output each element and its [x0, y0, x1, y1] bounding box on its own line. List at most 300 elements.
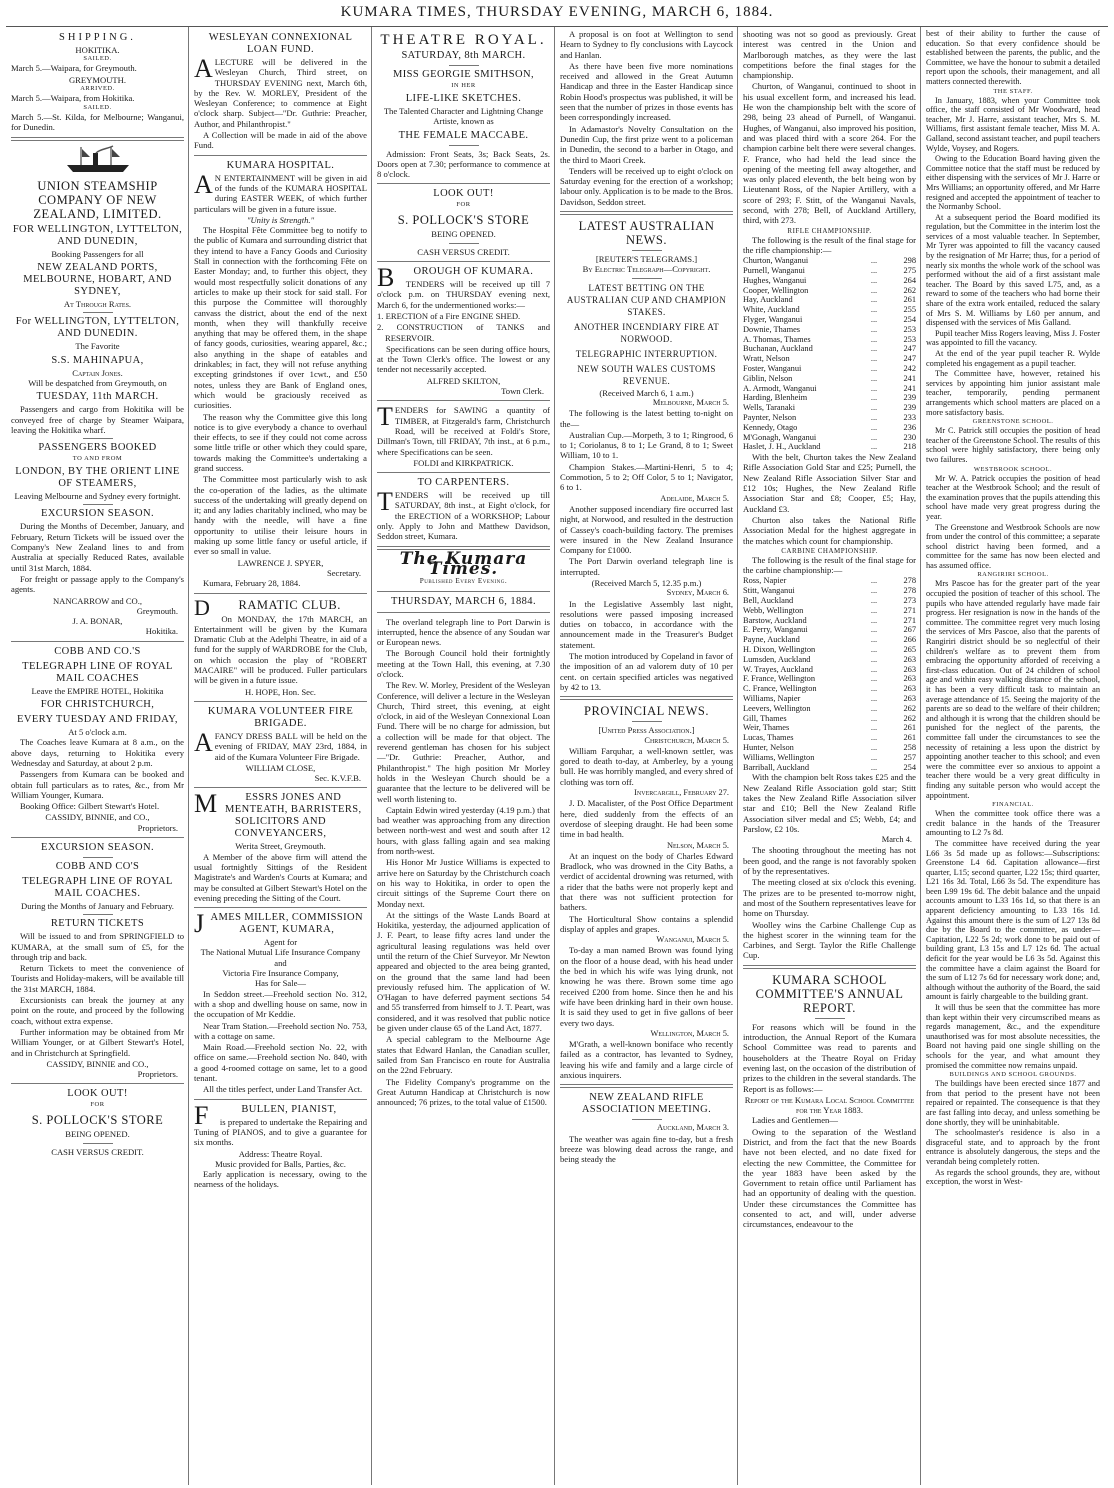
- score: 262: [903, 713, 916, 723]
- competitor-name: H. Dixon, Wellington: [743, 645, 816, 655]
- carbine-result-row: [743, 586, 916, 596]
- school-report-ladies: Ladies and Gentlemen—: [752, 1115, 838, 1126]
- greymouth-heading: GREYMOUTH.: [68, 74, 127, 85]
- carbine-result-row: [743, 753, 916, 763]
- score: 254: [903, 762, 916, 772]
- leader-dots: ...: [870, 403, 878, 413]
- hokitika-heading: HOKITIKA.: [75, 45, 120, 55]
- wellington-dateline: Wellington, March 5.: [650, 1028, 729, 1038]
- hospital-p3: The Committee most particularly wish to ask the co-operation of the ladies, as the ultimate success of the undertaking will greatly depend on it; and any ladies charitably inclined, who may be handy with the needle, will have a fine opportunity to utilise their leisure hours in making up some little fancy or useful article, if ever so small in value.: [194, 474, 367, 557]
- masthead: KUMARA TIMES, THURSDAY EVENING, MARCH 6, 1884.: [340, 4, 774, 20]
- greymouth-sailed: March 5.—St. Kilda, for Melbourne; Wanganui, for Dunedin.: [11, 112, 184, 133]
- rifle-result-row: [743, 266, 916, 276]
- hospital-date: Kumara, February 28, 1884.: [203, 578, 301, 589]
- rifle-result-row: [743, 393, 916, 403]
- leader-dots: ...: [870, 615, 878, 625]
- score: 218: [903, 442, 916, 452]
- shipping-heading: SHIPPING.: [59, 32, 136, 43]
- theatre-royal-title: THEATRE ROYAL.: [380, 32, 547, 48]
- auckland-text: The weather was again fine to-day, but a fresh breeze was blowing dead across the range, and being steady the: [560, 1133, 733, 1165]
- adelaide-text: Another supposed incendiary fire occurred last night, at Norwood, and resulted in the destruction of Cassey's coach-building factory. The premises were insured in the New Zealand Insurance Company for £1000.: [560, 503, 733, 556]
- lookout-cash: CASH VERSUS CREDIT.: [51, 1146, 144, 1157]
- tenders-sawing-signature: FOLDI and KIRKPATRICK.: [413, 457, 514, 468]
- competitor-name: Flyger, Wanganui: [743, 315, 803, 325]
- leader-dots: ...: [870, 625, 878, 635]
- leader-dots: ...: [870, 442, 878, 452]
- leader-dots: ...: [870, 432, 878, 442]
- headline-1: LATEST BETTING ON THE AUSTRALIAN CUP AND CHAMPION STAKES.: [566, 282, 727, 317]
- carbine-result-row: [743, 655, 916, 665]
- competitor-name: Wells, Taranaki: [743, 403, 796, 413]
- cobb-text-2: Passengers from Kumara can be booked and obtain full particulars as to rates, &c., from Mr William Younger, Kumara.: [11, 769, 184, 800]
- carbine-result-row: [743, 763, 916, 773]
- score: 233: [903, 412, 916, 422]
- rifle-meeting-title: NEW ZEALAND RIFLE ASSOCIATION MEETING.: [581, 1092, 712, 1116]
- leader-dots: ...: [870, 412, 878, 422]
- westbrook-title: WESTBROOK SCHOOL.: [973, 465, 1053, 473]
- financial-p1: When the committee took office there was a credit balance in the hands of the Treasurer amounting to L2 7s 8d.: [926, 809, 1100, 838]
- invercargill-dateline: Invercargill, February 27.: [634, 788, 729, 798]
- westbrook-p2: The Greenstone and Westbrook Schools are now from under the control of this committee; a separate school district having been formed, and a committee for the same has now been elected and has assumed office.: [926, 522, 1100, 570]
- jm-item-3: Main Road.—Freehold section No. 22, with office on same.—Freehold section No. 840, with a good 4-roomed cottage on same, let to a good tenant.: [194, 1042, 367, 1084]
- carbine-result-row: [743, 616, 916, 626]
- rifle-result-row: [743, 364, 916, 374]
- carpenters-text: TENDERS will be received up till SATURDAY, 8th inst., at Eight o'clock, for the ERECTION of a WORKSHOP; Labour only. Apply to John and Matthew Davidson, Seddon street, Kumara.: [377, 487, 550, 542]
- rifle-result-row: [743, 295, 916, 305]
- staff-p3: At a subsequent period the Board modified its regulation, but the Committee in the interim lost the services of a most valuable teacher. In September, Mr Tyrer was appointed to fill the vacancy caused by the resignation of Mr Harre; thus, for a period of nearly six months the whole work of the school was performed without the aid of a first assistant male teacher. The Board by this saved L75, and, as a reward to some of the teachers who had borne their share of the extra work entailed, reduced the salary of Mrs S. M. Williams by L60 per annum, and dispensed with the services of Mis Galland.: [926, 212, 1100, 328]
- received-1: (Received March 6, 1 a.m.): [599, 387, 694, 398]
- theatre-desc: The Talented Character and Lightning Change Artiste, known as: [383, 106, 544, 127]
- competitor-name: Williams, Napier: [743, 694, 801, 703]
- excursion-2-title: EXCURSION SEASON.: [41, 841, 154, 853]
- editorial-p3: The Rev. W. Morley, President of the Wesleyan Conference, will deliver a lecture in the Wesleyan Church, Third street, this evening, at eight o'clock, in aid of the Wesleyan Connexional Loan Fund. There will be no charge for admission, but a collection will be made for that object. The reverend gentleman has chosen for his subject—"Dr. Guthrie: Preacher, Author, and Philanthropist." The high position Mr Morley holds in the Wesleyan Church should be a guarantee that the lecture to be delivered will be well worth listening to.: [377, 680, 550, 804]
- competitor-name: Hay, Auckland: [743, 295, 793, 305]
- competitor-name: Bell, Auckland: [743, 596, 794, 606]
- competitor-name: Cooper, Wellington: [743, 285, 809, 295]
- competitor-name: E. Perry, Wanganui: [743, 625, 808, 635]
- leader-dots: ...: [870, 586, 878, 596]
- christchurch-dateline: Christchurch, March 5.: [644, 735, 729, 745]
- lookout-store: S. POLLOCK'S STORE: [31, 1113, 164, 1128]
- score: 263: [903, 694, 916, 703]
- melbourne-cup: Australian Cup.—Morpeth, 3 to 1; Ringrood, 6 to 1; Coriolanus, 8 to 1; Le Grand, 8 to 1; Sweet William, 10 to 1.: [560, 429, 733, 461]
- usc-ship: S.S. MAHINAPUA,: [51, 354, 144, 366]
- borough-town-clerk: Town Clerk.: [501, 386, 544, 397]
- cobb2-line: TELEGRAPH LINE OF ROYAL MAIL COACHES.: [22, 875, 173, 899]
- staff-p6: The Committee have, however, retained his services by appointing him junior assistant male teacher, temporarily, pending permanent arrangements which school matters are placed on a more satisfactory basis.: [926, 369, 1100, 417]
- leader-dots: ...: [870, 383, 878, 393]
- competitor-name: Buchanan, Auckland: [743, 344, 813, 354]
- march-4-text-2: The meeting closed at six o'clock this evening. The prizes are to be presented to-morrow night, and most of the Southern representatives leave for home on Thursday.: [743, 877, 916, 919]
- school-report-p2: Owing to the separation of the Westland District, and from the fact that the new Boards have not been elected, and no date fixed for electing the new Committee, the Committee for the year 1883 have been asked by the Government to retain office until Parliament has had an opportunity of dealing with the question. Under these circumstances the Committee has consented to act, and will, under adverse circumstances, endeavour to the: [743, 1126, 916, 1230]
- cobb-line: TELEGRAPH LINE OF ROYAL MAIL COACHES: [22, 660, 173, 684]
- agent-1-place: Greymouth.: [136, 605, 178, 616]
- leader-dots: ...: [870, 723, 878, 733]
- score: 263: [903, 664, 916, 674]
- score: 247: [903, 354, 916, 364]
- usc-date: TUESDAY, 11th MARCH.: [36, 391, 159, 403]
- carbine-result-row: [743, 625, 916, 635]
- rifle-result-row: [743, 423, 916, 433]
- sailed-label: SAILED.: [83, 104, 112, 112]
- fire-brigade-signature: WILLIAM CLOSE,: [245, 762, 316, 773]
- usc-despatch: Will be despatched from Greymouth, on: [28, 377, 167, 388]
- score: 261: [903, 733, 916, 743]
- paper-published: Published Every Evening.: [419, 577, 508, 586]
- rifle-result-row: [743, 276, 916, 286]
- score: 266: [903, 635, 916, 645]
- lookout-for: FOR: [90, 1101, 105, 1109]
- competitor-name: W. Trayes, Auckland: [743, 664, 813, 674]
- staff-p2: Owing to the Education Board having given the Committee notice that the staff must be reduced by either dispensing with the services of Mr J. Harre or Mrs Williams; an opportunity offered, and Mr Harre resigned and accepted the appointment of teacher to the Normanby School.: [926, 154, 1100, 212]
- theatre-date: SATURDAY, 8th MARCH.: [401, 50, 526, 61]
- bullen-address: Address: Theatre Royal.: [238, 1148, 323, 1159]
- rifle-result-row: [743, 384, 916, 394]
- leader-dots: ...: [870, 664, 878, 674]
- lookout-title-2: LOOK OUT!: [433, 188, 494, 200]
- leader-dots: ...: [870, 354, 878, 364]
- leader-dots: ...: [870, 713, 878, 723]
- leader-dots: ...: [870, 364, 878, 373]
- sydney-text: In the Legislative Assembly last night, resolutions were passed imposing increased duties on tobacco, in accordance with the announcement made in the Treasurer's Budget statement.: [560, 598, 733, 650]
- adelaide-dateline: Adelaide, March 5.: [660, 493, 729, 503]
- score: 247: [903, 344, 916, 354]
- rt-text-1: Will be issued to and from SPRINGFIELD to KUMARA, at the small sum of £5, for the through trip and back.: [11, 931, 184, 962]
- score: 271: [903, 605, 916, 615]
- buildings-p1: The buildings have been erected since 1877 and from that period to the present have not been repaired or repainted. The consequence is that they are fast falling into decay, and unless something be done shortly, they will be uninhabitable.: [926, 1079, 1100, 1127]
- editorial-p4: Captain Edwin wired yesterday (4.19 p.m.) that bad weather was approaching from any direction between north-west and west and south after 12 hours, with glass falling again and sea making from north-west.: [377, 804, 550, 857]
- fire-brigade-title: KUMARA VOLUNTEER FIRE BRIGADE.: [207, 705, 354, 729]
- competitor-name: C. France, Wellington: [743, 684, 817, 694]
- cobb-office: Booking Office: Gilbert Stewart's Hotel.: [20, 801, 160, 812]
- rangiriri-title: RANGIRIRI SCHOOL.: [977, 571, 1049, 579]
- competitor-name: Ross, Napier: [743, 576, 787, 586]
- column-3: [372, 27, 555, 1485]
- usc-ports: NEW ZEALAND PORTS, MELBOURNE, HOBART, AND SYDNEY,: [23, 262, 172, 298]
- rt-text-2: Return Tickets to meet the convenience of Tourists and Holiday-makers, will be available till the 31st MARCH, 1884.: [11, 963, 184, 994]
- leader-dots: ...: [870, 256, 878, 266]
- score: 265: [903, 645, 916, 655]
- usc-favorite: The Favorite: [75, 341, 120, 352]
- headline-2: ANOTHER INCENDIARY FIRE AT NORWOOD.: [573, 321, 720, 344]
- invercargill-text: J. D. Macalister, of the Post Office Department here, died suddenly from the effects of an overdose of sleeping draught. He had been some time in bad health.: [560, 798, 733, 840]
- report-p1: best of their ability to further the cause of education. So that every confidence should be established between the parents, the public, and the Committee, we have the honour to submit a detailed report upon the schools, their management, and all matters connected therewith.: [926, 29, 1100, 86]
- competitor-name: Hughes, Wanganui: [743, 275, 807, 285]
- leader-dots: ...: [870, 285, 878, 295]
- competitor-name: Foster, Wanganui: [743, 364, 802, 373]
- score: 278: [903, 576, 916, 586]
- score: 264: [903, 275, 916, 285]
- usc-captain: Captain Jones.: [72, 367, 123, 378]
- rifle-result-row: [743, 433, 916, 443]
- leader-dots: ...: [870, 334, 878, 344]
- competitor-name: Downie, Thames: [743, 324, 801, 334]
- cobb-time: At 5 o'clock a.m.: [68, 727, 127, 738]
- score: 298: [903, 256, 916, 266]
- leader-dots: ...: [870, 324, 878, 334]
- rifle-intro: The following is the result of the final stage for the rifle championship:—: [743, 234, 916, 255]
- wesleyan-text: ALECTURE will be delivered in the Wesleyan Church, Third street, on THURSDAY EVENING next, March 6th, by the Rev. W. MORLEY, President of the Wesleyan Conference; to commence at Eight o'clock sharp. Subject—"Dr. Guthrie: Preacher, Author, and Philanthropist.": [194, 54, 367, 129]
- bullen-title: F BULLEN, PIANIST,: [194, 1100, 337, 1130]
- rifle-result-row: [743, 286, 916, 296]
- competitor-name: A. Armodt, Wanganui: [743, 383, 817, 393]
- competitor-name: Churton, Wanganui: [743, 256, 809, 266]
- cobb2-during: During the Months of January and February.: [21, 900, 174, 911]
- score: 261: [903, 295, 916, 305]
- usc-rates: At Through Rates.: [63, 299, 132, 310]
- return-tickets-title: RETURN TICKETS: [50, 918, 145, 930]
- rifle-result-row: [743, 403, 916, 413]
- wellington-text: M'Grath, a well-known boniface who recently failed as a contractor, has levanted to Sydney, leaving his wife and family and a large circle of anxious inquirers.: [560, 1039, 733, 1081]
- borough-item-2: 2. CONSTRUCTION of TANKS and RESERVOIR.: [377, 322, 550, 343]
- leader-dots: ...: [870, 373, 878, 383]
- melbourne-champion: Champion Stakes.—Martini-Henri, 5 to 4; Commotion, 5 to 2; Off Color, 5 to 1; Navigator, 6 to 1.: [560, 461, 733, 493]
- score: 263: [903, 654, 916, 664]
- carbine-result-row: [743, 704, 916, 714]
- leader-dots: ...: [870, 684, 878, 694]
- score: 253: [903, 324, 916, 334]
- leader-dots: ...: [870, 762, 878, 772]
- leader-dots: ...: [870, 742, 878, 752]
- borough-item-1: 1. ERECTION of a Fire ENGINE SHED.: [377, 310, 521, 321]
- score: 261: [903, 723, 916, 733]
- news-p2: As there have been five more nominations received and allowed in the Great Autumn Handicap and three in the Easter Handicap since Robin Hood's prospectus was published, it will be seen that the number of prizes in those events has been correspondingly increased.: [560, 60, 733, 123]
- lookout-store-2: S. POLLOCK'S STORE: [397, 213, 530, 228]
- auckland-dateline: Auckland, March 3.: [656, 1123, 729, 1133]
- rifle-p1: shooting was not so good as previously. Great interest was centred in the Union and Marlborough matches, as they were the last competitions before the final stages for the championship.: [743, 29, 916, 81]
- leader-dots: ...: [870, 703, 878, 713]
- jm-sale: Has for Sale—: [254, 978, 307, 989]
- carbine-championship-title: CARBINE CHAMPIONSHIP.: [781, 546, 878, 555]
- bullen-last: Early application is necessary, owing to the nearness of the holidays.: [194, 1169, 367, 1190]
- lookout-open: BEING OPENED.: [65, 1129, 130, 1140]
- carbine-result-row: [743, 645, 916, 655]
- rifle-result-row: [743, 256, 916, 266]
- score: 230: [903, 432, 916, 442]
- editorial-p8: The Fidelity Company's programme on the Great Autumn Handicap at Christchurch is now announced; 76 prizes, to the total value of £1500.: [377, 1076, 550, 1108]
- united-press: [United Press Association.]: [598, 725, 695, 736]
- tenders-sawing: TENDERS for SAWING a quantity of TIMBER, at Fitzgerald's farm, Christchurch Road, will be received at Foldi's Store, Dillman's Town, till FRIDAY, 7th inst., at 6 p.m., where Specifications can be seen.: [377, 402, 550, 457]
- competitor-name: Barriball, Auckland: [743, 762, 810, 772]
- lookout-title: LOOK OUT!: [67, 1088, 128, 1100]
- rifle-result-row: [743, 325, 916, 335]
- jm-and: and: [274, 957, 287, 968]
- leader-dots: ...: [870, 305, 878, 315]
- reuters-label: [REUTER'S TELEGRAMS.]: [595, 254, 698, 265]
- bullen-music: Music provided for Balls, Parties, &c.: [215, 1158, 346, 1169]
- leader-dots: ...: [870, 654, 878, 664]
- fire-brigade-sec: Sec. K.V.F.B.: [314, 773, 361, 784]
- paper-date: THURSDAY, MARCH 6, 1884.: [391, 595, 536, 607]
- dramatic-club-text: On MONDAY, the 17th MARCH, an Entertainment will be given by the Kumara Dramatic Club at the Adelphi Theatre, in aid of a fund for the supply of WARDROBE for the Club, on which occasion the play of "ROBERT MACAIRE" will be produced. Fuller particulars will be given in a future issue.: [194, 613, 367, 686]
- rifle-result-row: [743, 442, 916, 452]
- by-telegraph: By Electric Telegraph—Copyright.: [582, 264, 711, 275]
- received-2: (Received March 5, 12.35 p.m.): [591, 577, 702, 588]
- pb-london: LONDON, BY THE ORIENT LINE OF STEAMERS,: [15, 466, 180, 490]
- borough-title: B OROUGH OF KUMARA.: [377, 263, 534, 293]
- competitor-name: Stitt, Wanganui: [743, 586, 795, 596]
- score: 241: [903, 383, 916, 393]
- provincial-news-title: PROVINCIAL NEWS.: [584, 704, 709, 719]
- score: 258: [903, 742, 916, 752]
- pb-to: TO AND FROM: [72, 455, 123, 463]
- competitor-name: Purnell, Wanganui: [743, 266, 805, 276]
- rangiriri-text: Mrs Pascoe has for the greater part of the year occupied the position of teacher of this school. The pupils who have attended regularly have made fair progress. Her resignation is now in the hands of the committee. The committee regret very much losing the services of Mrs Pascoe, also that the parents of Rangiriri district should be so neglectful of their children's welfare as to prevent them from embracing the opportunity afforded of receiving a first-class education. Out of 24 children of school age and within easy walking distance of the school, it has been a very difficult task to maintain an average attendance of 15. Seeing the majority of the parents are so dead to the welfare of their children; and although it is wrong that the children should be punished for the neglect of the parents, the committee fall under the circumstances to see the necessity of retaining a less upon the district by appointing another teacher to this school; and even were the committee ever so anxious to appoint a teacher there would be a very great difficulty in finding any suitable person who would accept the appointment.: [926, 579, 1100, 800]
- usc-route-1: FOR WELLINGTON, LYTTELTON, AND DUNEDIN,: [12, 223, 183, 247]
- financial-p3: It will thus be seen that the committee has more than kept within their very circumscribed means as regards management, &c., and the expenditure unauthorised was for most absolute necessities, the Board not having paid one single shilling on the schools for the year, and what amount they promised the committee now remains unpaid.: [926, 1003, 1100, 1070]
- james-miller-title: JAMES MILLER, COMMISSION AGENT, KUMARA,: [194, 909, 363, 939]
- carbine-result-row: [743, 694, 916, 704]
- competitor-name: White, Auckland: [743, 305, 800, 315]
- staff-p1: In January, 1883, when your Committee took office, the staff consisted of Mr Woodward, head teacher, Mr J. Harre, assistant teacher, Mrs S. M. Williams, first assistant female teacher, Miss M. A. Galland, second assistant teacher, and pupil teachers Wylde, Voysey, and Rogers.: [926, 95, 1100, 153]
- news-p3: In Adamastor's Novelty Consultation on the Dunedin Cup, the first prize went to a policeman in Dunedin, the second to a barber in Otago, and the third to Maori Creek.: [560, 123, 733, 165]
- cobb-text-1: The Coaches leave Kumara at 8 a.m., on the above days, returning to Hokitika every Wednesday and Saturday, at about 2 p.m.: [11, 737, 184, 768]
- cobb-proprietors: Proprietors.: [137, 822, 178, 833]
- rifle-result-row: [743, 344, 916, 354]
- rifle-result-row: [743, 413, 916, 423]
- staff-p4: Pupil teacher Miss Rogers leaving, Miss J. Foster was appointed to fill the vacancy.: [926, 328, 1100, 348]
- buildings-p2: The schoolmaster's residence is also in a disgraceful state, and to approach by the front entrance is absolutely dangerous, the steps and the verandah being completely rotten.: [926, 1128, 1100, 1166]
- headline-4: NEW SOUTH WALES CUSTOMS REVENUE.: [577, 363, 716, 386]
- bullen-text: is prepared to undertake the Repairing and Tuning of PIANOS, and to give a guarantee for six months.: [194, 1116, 367, 1148]
- score: 273: [903, 596, 916, 606]
- column-4: [555, 27, 738, 1485]
- competitor-name: Giblin, Nelson: [743, 373, 793, 383]
- leader-dots: ...: [870, 295, 878, 305]
- cobb-title: COBB AND CO.'S: [54, 645, 141, 657]
- score: 271: [903, 615, 916, 625]
- borough-text: TENDERS will be received up till 7 o'clock p.m. on THURSDAY evening next, March 6, for the undermentioned works:—: [377, 279, 550, 310]
- carpenters-title: TO CARPENTERS.: [417, 477, 510, 489]
- excursion-title: EXCURSION SEASON.: [41, 508, 154, 520]
- leader-dots: ...: [870, 752, 878, 762]
- union-steamship-title: UNION STEAMSHIP COMPANY OF NEW ZEALAND, LIMITED.: [33, 178, 162, 221]
- wanganui-dateline: Wanganui, March 5.: [656, 935, 729, 945]
- leader-dots: ...: [870, 576, 878, 586]
- score: 262: [903, 285, 916, 295]
- carbine-results-table: [743, 576, 916, 772]
- carbine-result-row: [743, 635, 916, 645]
- carbine-result-row: [743, 665, 916, 675]
- jones-menteath-address: Werita Street, Greymouth.: [235, 841, 326, 852]
- nelson-text-2: The Horticultural Show contains a splendid display of apples and grapes.: [560, 913, 733, 934]
- school-report-p1: For reasons which will be found in the introduction, the Annual Report of the Kumara School Committee was read to parents and householders at the Theatre Royal on Friday evening last, on the occasion of the distribution of prizes to the children in the several standards. The Report is as follows:—: [743, 1021, 916, 1094]
- competitor-name: Hunter, Nelson: [743, 742, 794, 752]
- competitor-name: Williams, Wellington: [743, 752, 815, 762]
- news-p4: Tenders will be received up to eight o'clock on Saturday evening for the erection of a workshop; labour only. Application is to be made to the Bros. Davidson, Seddon street.: [560, 165, 733, 207]
- sailed-label: SAILED.: [83, 55, 112, 63]
- rifle-result-row: [743, 315, 916, 325]
- rt-text-4: Further information may be obtained from Mr William Younger, or at Gilbert Stewart's Hotel, and in Christchurch at Springfield.: [11, 1026, 184, 1058]
- rifle-championship-title: RIFLE CHAMPIONSHIP.: [787, 226, 872, 235]
- rifle-p2: Churton, of Wanganui, continued to shoot in his usual excellent form, and increased his lead. He won the championship belt with the score of 298, being 23 ahead of Purnell, of Wanganui. Hughes, of Wanganui, also improved his position, and was placed third with a score 264. For the champion carbine belt there were several changes. F. France, who had held the lead since the opening of the meeting fell away altogether, and was only placed eleventh, the belt being won by Lieutenant Ross, of the Napier Artillery, with a score of 293; F. Stitt, of the Wanganui Navals, second, with 278; Bell, of Auckland Artillery, third, with 273.: [743, 81, 916, 226]
- greymouth-arrived: March 5.—Waipara, from Hokitika.: [11, 92, 135, 103]
- cobb-leave: Leave the EMPIRE HOTEL, Hokitika: [31, 685, 164, 696]
- competitor-name: A. Thomas, Thames: [743, 334, 811, 344]
- school-report-title: KUMARA SCHOOL COMMITTEE'S ANNUAL REPORT.: [755, 972, 904, 1015]
- financial-p2: The committee have received during the year L66 3s 5d made up as follows:—Subscriptions: Greenstone L4 6d. Capitation allowance—first quarter, L15; second quarter, L22 15s; third quarter, L21 16s 3d. Total, L66 3s 5d. The expenditure has been L99 19s 6d. The debit balance and the unpaid accounts amount to L33 16s 1d, so that there is an apparent deficiency amounting to L33 16s 1d. Against this amount there is the sum of L27 13s 8d due by the Board to the committee, as under—Capitation, L22 5s 2d; work done to be paid out of building grant, L3 15s and L7 12s 6d. The actual deficit for the year would be L6 3s 5d. Against this the committee have a claim against the Board for the sum of L12 7s 6d for necessary work done; and, although without the authority of the Board, the said amount is fairly chargeable to the building grant.: [926, 838, 1100, 1002]
- greenstone-text: Mr C. Patrick still occupies the position of head teacher of the Greenstone School. The results of this school were highly satisfactory, there being only two failures.: [926, 426, 1100, 464]
- cobb-days: EVERY TUESDAY AND FRIDAY,: [17, 714, 178, 726]
- carbine-result-row: [743, 723, 916, 733]
- rt-signature: CASSIDY, BINNIE and CO.,: [46, 1058, 149, 1069]
- column-2: [189, 27, 372, 1485]
- carbine-result-row: [743, 674, 916, 684]
- leader-dots: ...: [870, 674, 878, 684]
- staff-p5: At the end of the year pupil teacher R. Wylde completed his engagement as a pupil teacher.: [926, 349, 1100, 368]
- theatre-performer: MISS GEORGIE SMITHSON,: [393, 69, 534, 80]
- headline-3: TELEGRAPHIC INTERRUPTION.: [575, 348, 718, 359]
- leader-dots: ...: [870, 645, 878, 655]
- leader-dots: ...: [870, 275, 878, 285]
- hokitika-sailed: March 5.—Waipara, for Greymouth.: [11, 63, 137, 74]
- carbine-result-row: [743, 733, 916, 743]
- arrived-label: ARRIVED.: [80, 84, 115, 92]
- carbine-after: With the champion belt Ross takes £25 and the New Zealand Rifle Association gold star; Stitt takes the New Zealand Rifle Association silver star and £10; Bell the New Zealand Rifle Association silver medal and £5; Webb, £4; and Parslow, £2 10s.: [743, 772, 916, 834]
- fire-brigade-text: AFANCY DRESS BALL will be held on the evening of FRIDAY, MAY 23rd, 1884, in aid of the Kumara Volunteer Fire Brigade.: [194, 727, 367, 762]
- score: 275: [903, 266, 916, 276]
- column-5: [738, 27, 921, 1485]
- march-4-text-3: Woolley wins the Carbine Challenge Cup as the highest scorer in the winning team for the Carbines, and Sergt. Taylor the Rifle Challenge Cup.: [743, 919, 916, 961]
- competitor-name: Lumsden, Auckland: [743, 654, 811, 664]
- pb-leave: Leaving Melbourne and Sydney every fortnight.: [14, 491, 181, 502]
- nelson-text: At an inquest on the body of Charles Edward Bradlock, who was drowned in the City Baths, a verdict of accidental drowning was returned, with a rider that the baths were not properly kept and that there was not sufficient protection for bathers.: [560, 850, 733, 913]
- rifle-result-row: [743, 354, 916, 364]
- score: 257: [903, 752, 916, 762]
- sydney-text-2: The motion introduced by Copeland in favor of the imposition of an ad valorem duty of 10 per cent. on certain specified articles was negatived by 42 to 13.: [560, 651, 733, 692]
- competitor-name: Lucas, Thames: [743, 733, 794, 743]
- hospital-motto: "Unity is Strength.": [246, 214, 315, 225]
- agent-2: J. A. BONAR,: [72, 616, 123, 627]
- adelaide-text-2: The Port Darwin overland telegraph line is interrupted.: [560, 556, 733, 577]
- rt-text-3: Excursionists can break the journey at any point on the route, and proceed by the following coach, without extra expense.: [11, 995, 184, 1026]
- buildings-p3: As regards the school grounds, they are, without exception, the worst in West-: [926, 1167, 1100, 1187]
- carbine-result-row: [743, 743, 916, 753]
- score: 241: [903, 373, 916, 383]
- competitor-name: Harding, Blenheim: [743, 393, 808, 403]
- carbine-result-row: [743, 606, 916, 616]
- wesleyan-title: WESLEYAN CONNEXIONAL LOAN FUND.: [208, 32, 353, 55]
- steamship-icon: [63, 145, 133, 175]
- march-4-text: The shooting throughout the meeting has not been good, and the range is not favorably spoken of by the representatives.: [743, 845, 916, 877]
- paper-title: The Kumara Times.: [399, 548, 528, 579]
- score: 254: [903, 315, 916, 325]
- buildings-title: BUILDINGS AND SCHOOL GROUNDS.: [949, 1071, 1077, 1079]
- jm-item-1: In Seddon street.—Freehold section No. 312, with a shop and dwelling house on same, now in the occupation of Mr Keddie.: [194, 988, 367, 1020]
- rt-proprietors: Proprietors.: [137, 1069, 178, 1080]
- agent-1: NANCARROW and CO.,: [52, 595, 143, 606]
- dramatic-club-title: D RAMATIC CLUB.: [194, 594, 341, 620]
- financial-title: FINANCIAL.: [992, 801, 1034, 809]
- lookout-cash-2: CASH VERSUS CREDIT.: [417, 246, 510, 257]
- christchurch-text: William Farquhar, a well-known settler, was gored to death to-day, at Amberley, by a young bull. He was horribly mangled, and every shred of clothing was torn off.: [560, 745, 733, 787]
- theatre-sketches: LIFE-LIKE SKETCHES.: [405, 93, 522, 104]
- hospital-title: KUMARA HOSPITAL.: [226, 159, 335, 171]
- wanganui-text: To-day a man named Brown was found lying on the floor of a house dead, with his head under the bed in which his wife was lying drunk, not knowing he was there. Brown some time ago received £200 from home. Since then he and his wife have been drinking hard in their own house. It is said they used to get in five gallons of beer every two days.: [560, 945, 733, 1028]
- leader-dots: ...: [870, 733, 878, 743]
- carbine-result-row: [743, 684, 916, 694]
- excursion-text: During the Months of December, January, and February, Return Tickets will be issued over the Company's New Zealand lines to and from Australia at specially Reduced Rates, available until 31st March, 1884.: [11, 521, 184, 573]
- column-1: [6, 27, 189, 1485]
- rifle-result-row: [743, 374, 916, 384]
- score: 253: [903, 334, 916, 344]
- editorial-p6: At the sittings of the Waste Lands Board at Hokitika, yesterday, the adjourned application of J. F. Peart, to lease fifty acres land under the agricultural leasing regulations was held over until the return of the Chief Surveyor. Mr Newton appeared and objected to the area being granted, on the ground that the same land had been previously refused him. The application of W. O'Hagan to have deferred payment sections 54 and 55 transferred from himself to J. T. Peart, was considered, and it was resolved that public notice be given under clause 65 of the Land Act, 1877.: [377, 909, 550, 1034]
- agent-2-place: Hokitika.: [145, 626, 178, 637]
- leader-dots: ...: [870, 344, 878, 354]
- borough-spec: Specifications can be seen during office hours, at the Town Clerk's office. The lowest or any tender not necessarily accepted.: [377, 343, 550, 375]
- jm-item-4: All the titles perfect, under Land Transfer Act.: [203, 1084, 363, 1095]
- march-4-dateline: March 4.: [881, 835, 912, 845]
